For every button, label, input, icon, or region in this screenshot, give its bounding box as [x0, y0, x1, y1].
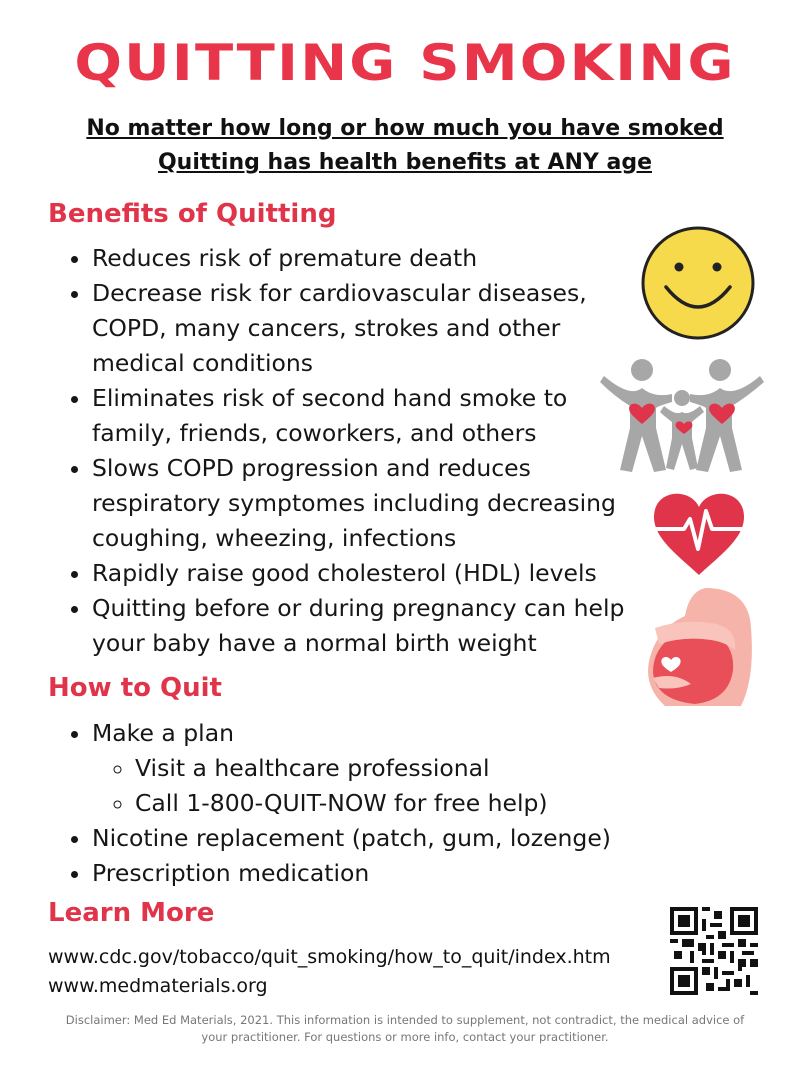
- qr-code-icon: [670, 907, 758, 995]
- list-item: • Prescription medication: [92, 856, 692, 891]
- list-item: • Eliminates risk of second hand smoke to family, friends, coworkers, and others: [92, 381, 652, 451]
- list-item: ◦ Call 1-800-QUIT-NOW for free help): [135, 786, 692, 821]
- list-item: • Quitting before or during pregnancy can help your baby have a normal birth weight: [92, 591, 652, 661]
- list-item: • Decrease risk for cardiovascular diseases, COPD, many cancers, strokes and other medical conditions: [92, 276, 652, 381]
- list-item: • Reduces risk of premature death: [92, 241, 652, 276]
- benefits-list: [70, 241, 652, 661]
- pregnant-belly-icon: [645, 588, 755, 706]
- subtitle-line-2: Quitting has health benefits at ANY age: [157, 150, 652, 175]
- medmaterials-link[interactable]: www.medmaterials.org: [48, 975, 268, 997]
- list-item: • Nicotine replacement (patch, gum, lozenge): [92, 821, 692, 856]
- learn-more-heading: Learn More: [48, 898, 215, 928]
- list-item: [92, 716, 692, 821]
- benefits-heading: Benefits of Quitting: [48, 199, 337, 229]
- list-item-label: Make a plan: [92, 719, 234, 747]
- list-item: • Rapidly raise good cholesterol (HDL) levels: [92, 556, 652, 591]
- learn-more-links: [48, 943, 611, 1001]
- page-title: QUITTING SMOKING: [74, 34, 736, 92]
- subtitle-line-1: No matter how long or how much you have smoked: [86, 116, 724, 141]
- cdc-link[interactable]: www.cdc.gov/tobacco/quit_smoking/how_to_quit/index.htm: [48, 946, 611, 968]
- list-item: ◦ Visit a healthcare professional: [135, 751, 692, 786]
- how-to-quit-list: [70, 716, 692, 891]
- family-hearts-icon: [600, 356, 764, 476]
- disclaimer: Disclaimer: Med Ed Materials, 2021. This information is intended to supplement, not contradict, the medical advice of your practitioner. For questions or more info, contact your practitioner.: [65, 1013, 745, 1044]
- how-to-quit-heading: How to Quit: [48, 673, 222, 703]
- heartbeat-heart-icon: [650, 485, 748, 577]
- smiley-face-icon: [640, 225, 756, 341]
- plan-sublist: [92, 751, 692, 821]
- list-item: • Slows COPD progression and reduces respiratory symptomes including decreasing coughing, wheezing, infections: [92, 451, 652, 556]
